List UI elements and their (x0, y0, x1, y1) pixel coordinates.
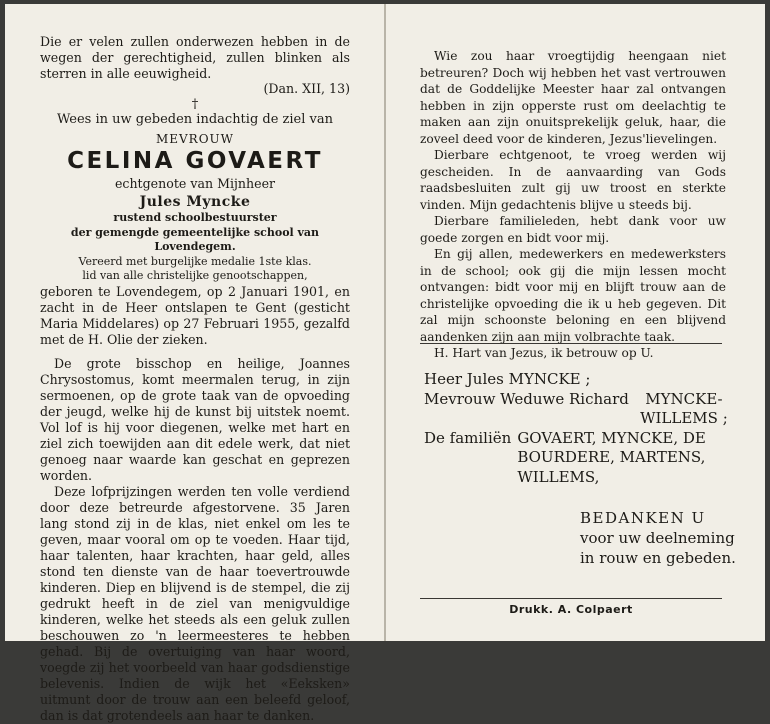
cross-icon: † (191, 97, 199, 112)
bedanken-line-3: in rouw en gebeden. (580, 549, 736, 567)
thanks-closing (580, 508, 736, 568)
role-line-2: der gemengde gemeentelijke school van Lovendegem. (70, 225, 320, 253)
eulogy-paragraph-1: De grote bisschop en heilige, Joannes Chrysostomus, komt meermalen terug, in zijn sermoenen, op de grote taak van de opvoeding der jeugd, welke hij de kunst bij uitstek noemt. Vol lof is hij voor diegenen, welke met hart en ziel zich toewijden aan dit edele werk, dat niet genoeg naar waarde kan geschat en geprezen worden. (40, 355, 350, 483)
role-line-4: lid van alle christelijke genootschappen, (82, 269, 308, 282)
printer-credit: Drukk. A. Colpaert (509, 603, 633, 616)
farewell-paragraph-4: En gij allen, medewerkers en medewerksters in de school; ook gij die mijn lessen mocht ontvangen: bidt voor mij en blijft trouw aan de christelijke opvoeding die ik u heb gegeven. Dit zal mijn schoonste beloning en een blijvend aandenken zijn aan mijn volbrachte taak. (420, 247, 726, 344)
quote-source: (Dan. XII, 13) (263, 81, 350, 96)
family-thanks (424, 370, 734, 487)
spouse-name: Jules Myncke (139, 194, 251, 210)
role-line-3: Vereerd met burgelijke medalie 1ste klas. (78, 254, 312, 268)
thanks-line-3-label: De familiën (424, 428, 512, 447)
biography: geboren te Lovendegem, op 2 Januari 1901, en zacht in de Heer ontslapen te Gent (gesticht Maria Middelares) op 27 Februari 1955, gezalfd met de H. Olie der zieken. (40, 283, 350, 347)
divider-top (420, 343, 722, 344)
farewell-paragraph-3: Dierbare familieleden, hebt dank voor uw goede zorgen en bidt voor mij. (420, 214, 726, 245)
farewell-paragraph-1: Wie zou haar vroegtijdig heengaan niet betreuren? Doch wij hebben het vast vertrouwen dat de Goddelijke Meester haar zal ontvangen hebben in zijn opperste rust om deelachtig te maken aan zijn onuitsprekelijk geluk, haar, die zoveel deed voor de kinderen, Jezus'lievelingen. (420, 49, 726, 146)
pray-line: Wees in uw gebeden indachtig de ziel van (56, 112, 334, 127)
deceased-name: CELINA GOVAERT (67, 148, 323, 174)
scripture-quote: Die er velen zullen onderwezen hebben in de wegen der gerechtigheid, zullen blinken als sterren in alle eeuwigheid. (40, 34, 350, 81)
spouse-intro: echtgenote van Mijnheer (114, 176, 276, 191)
divider-bottom (420, 598, 722, 599)
thanks-line-1: Heer Jules MYNCKE ; (424, 370, 591, 388)
eulogy-paragraph-2: Deze lofprijzingen werden ten volle verdiend door deze betreurde afgestorvene. 35 Jaren lang stond zij in de klas, niet enkel om les te geven, maar vooral om op te voeden. Haar tijd, haar talenten, haar krachten, haar geld, alles stond ten dienste van de haar toevertrouwde kinderen. Diep en blijvend is de stempel, die zij gedrukt heeft in de ziel van menigvuldige kinderen, welke het steeds als een geluk zullen beschouwen zo 'n leermeesteres te hebben gehad. Bij de overtuiging van haar woord, voegde zij het voorbeeld van haar godsdienstige belevenis. Indien de wijk het «Eeksken» uitmunt door de trouw aan een beleefd geloof, dan is dat grotendeels aan haar te danken. (40, 483, 350, 723)
thanks-line-2-label: Mevrouw Weduwe Richard (424, 389, 629, 408)
thanks-line-2-value: MYNCKE-WILLEMS ; (640, 389, 728, 427)
bedanken-line-2: voor uw deelneming (580, 529, 735, 547)
bedanken-line: BEDANKEN U (580, 509, 706, 527)
right-page (420, 48, 726, 362)
thanks-line-3-value: GOVAERT, MYNCKE, DE BOURDERE, MARTENS, WILLEMS, (517, 428, 706, 486)
title-line: MEVROUW (155, 132, 235, 146)
role-line-1: rustend schoolbestuurster (113, 211, 277, 224)
card-fold (384, 4, 386, 641)
farewell-paragraph-2: Dierbare echtgenoot, te vroeg werden wij gescheiden. In de aanvaarding van Gods raadsbesluiten zult gij uw troost en sterkte vinden. Mijn gedachtenis blijve u steeds bij. (420, 148, 726, 212)
left-page (40, 34, 350, 724)
closing-prayer: H. Hart van Jezus, ik betrouw op U. (434, 346, 654, 360)
